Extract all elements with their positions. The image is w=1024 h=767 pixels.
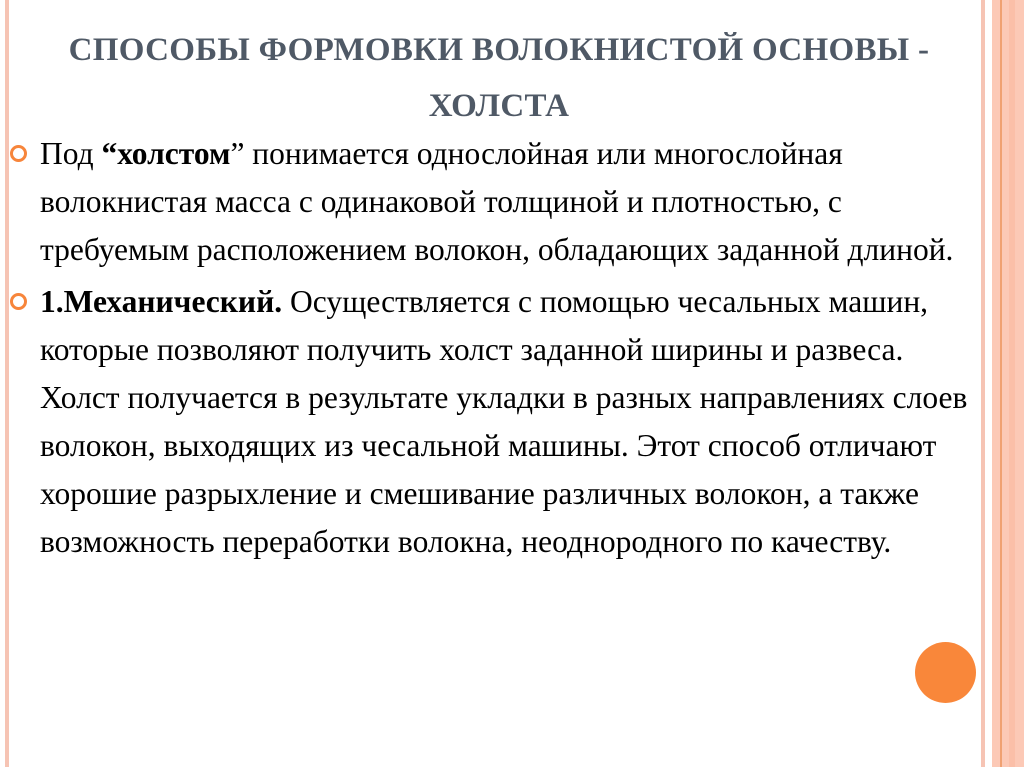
slide-title-line-2: ХОЛСТА xyxy=(428,88,570,124)
right-border-wide-stripe xyxy=(992,0,1024,767)
right-decorative-border xyxy=(980,0,1024,767)
right-border-accent-line xyxy=(1000,0,1002,767)
bullet-item-mechanical xyxy=(40,278,985,566)
bullet-text: Осуществляется с помощью чесальных машин, которые позволяют получить холст заданной ширины и развеса. Холст получается в результате укладки в разных направлениях слоев волокон, выходящих из чесальной машины. Этот способ отличают хорошие разрыхление и смешивание различных волокон, а также возможность переработки волокна, неоднородного по качеству. xyxy=(40,284,968,559)
slide-content xyxy=(40,130,985,570)
right-border-shade-stripe xyxy=(1009,0,1015,767)
slide-title-line-1: СПОСОБЫ ФОРМОВКИ ВОЛОКНИСТОЙ ОСНОВЫ - xyxy=(68,32,930,68)
bullet-bold-term: “холстом xyxy=(101,136,231,171)
bullet-prefix: Под xyxy=(40,136,102,171)
left-border-stripe xyxy=(5,0,9,767)
hollow-circle-bullet-icon xyxy=(10,293,27,310)
bullet-bold-term: 1.Механический. xyxy=(40,284,283,319)
bullet-text: ” понимается однослойная или многослойная волокнистая масса с одинаковой толщиной и плотностью, с требуемым расположением волокон, обладающих заданной длиной. xyxy=(40,136,954,267)
bullet-item-definition xyxy=(40,130,985,274)
decorative-orange-circle-icon xyxy=(915,642,976,703)
slide-title xyxy=(20,22,978,134)
hollow-circle-bullet-icon xyxy=(10,145,27,162)
